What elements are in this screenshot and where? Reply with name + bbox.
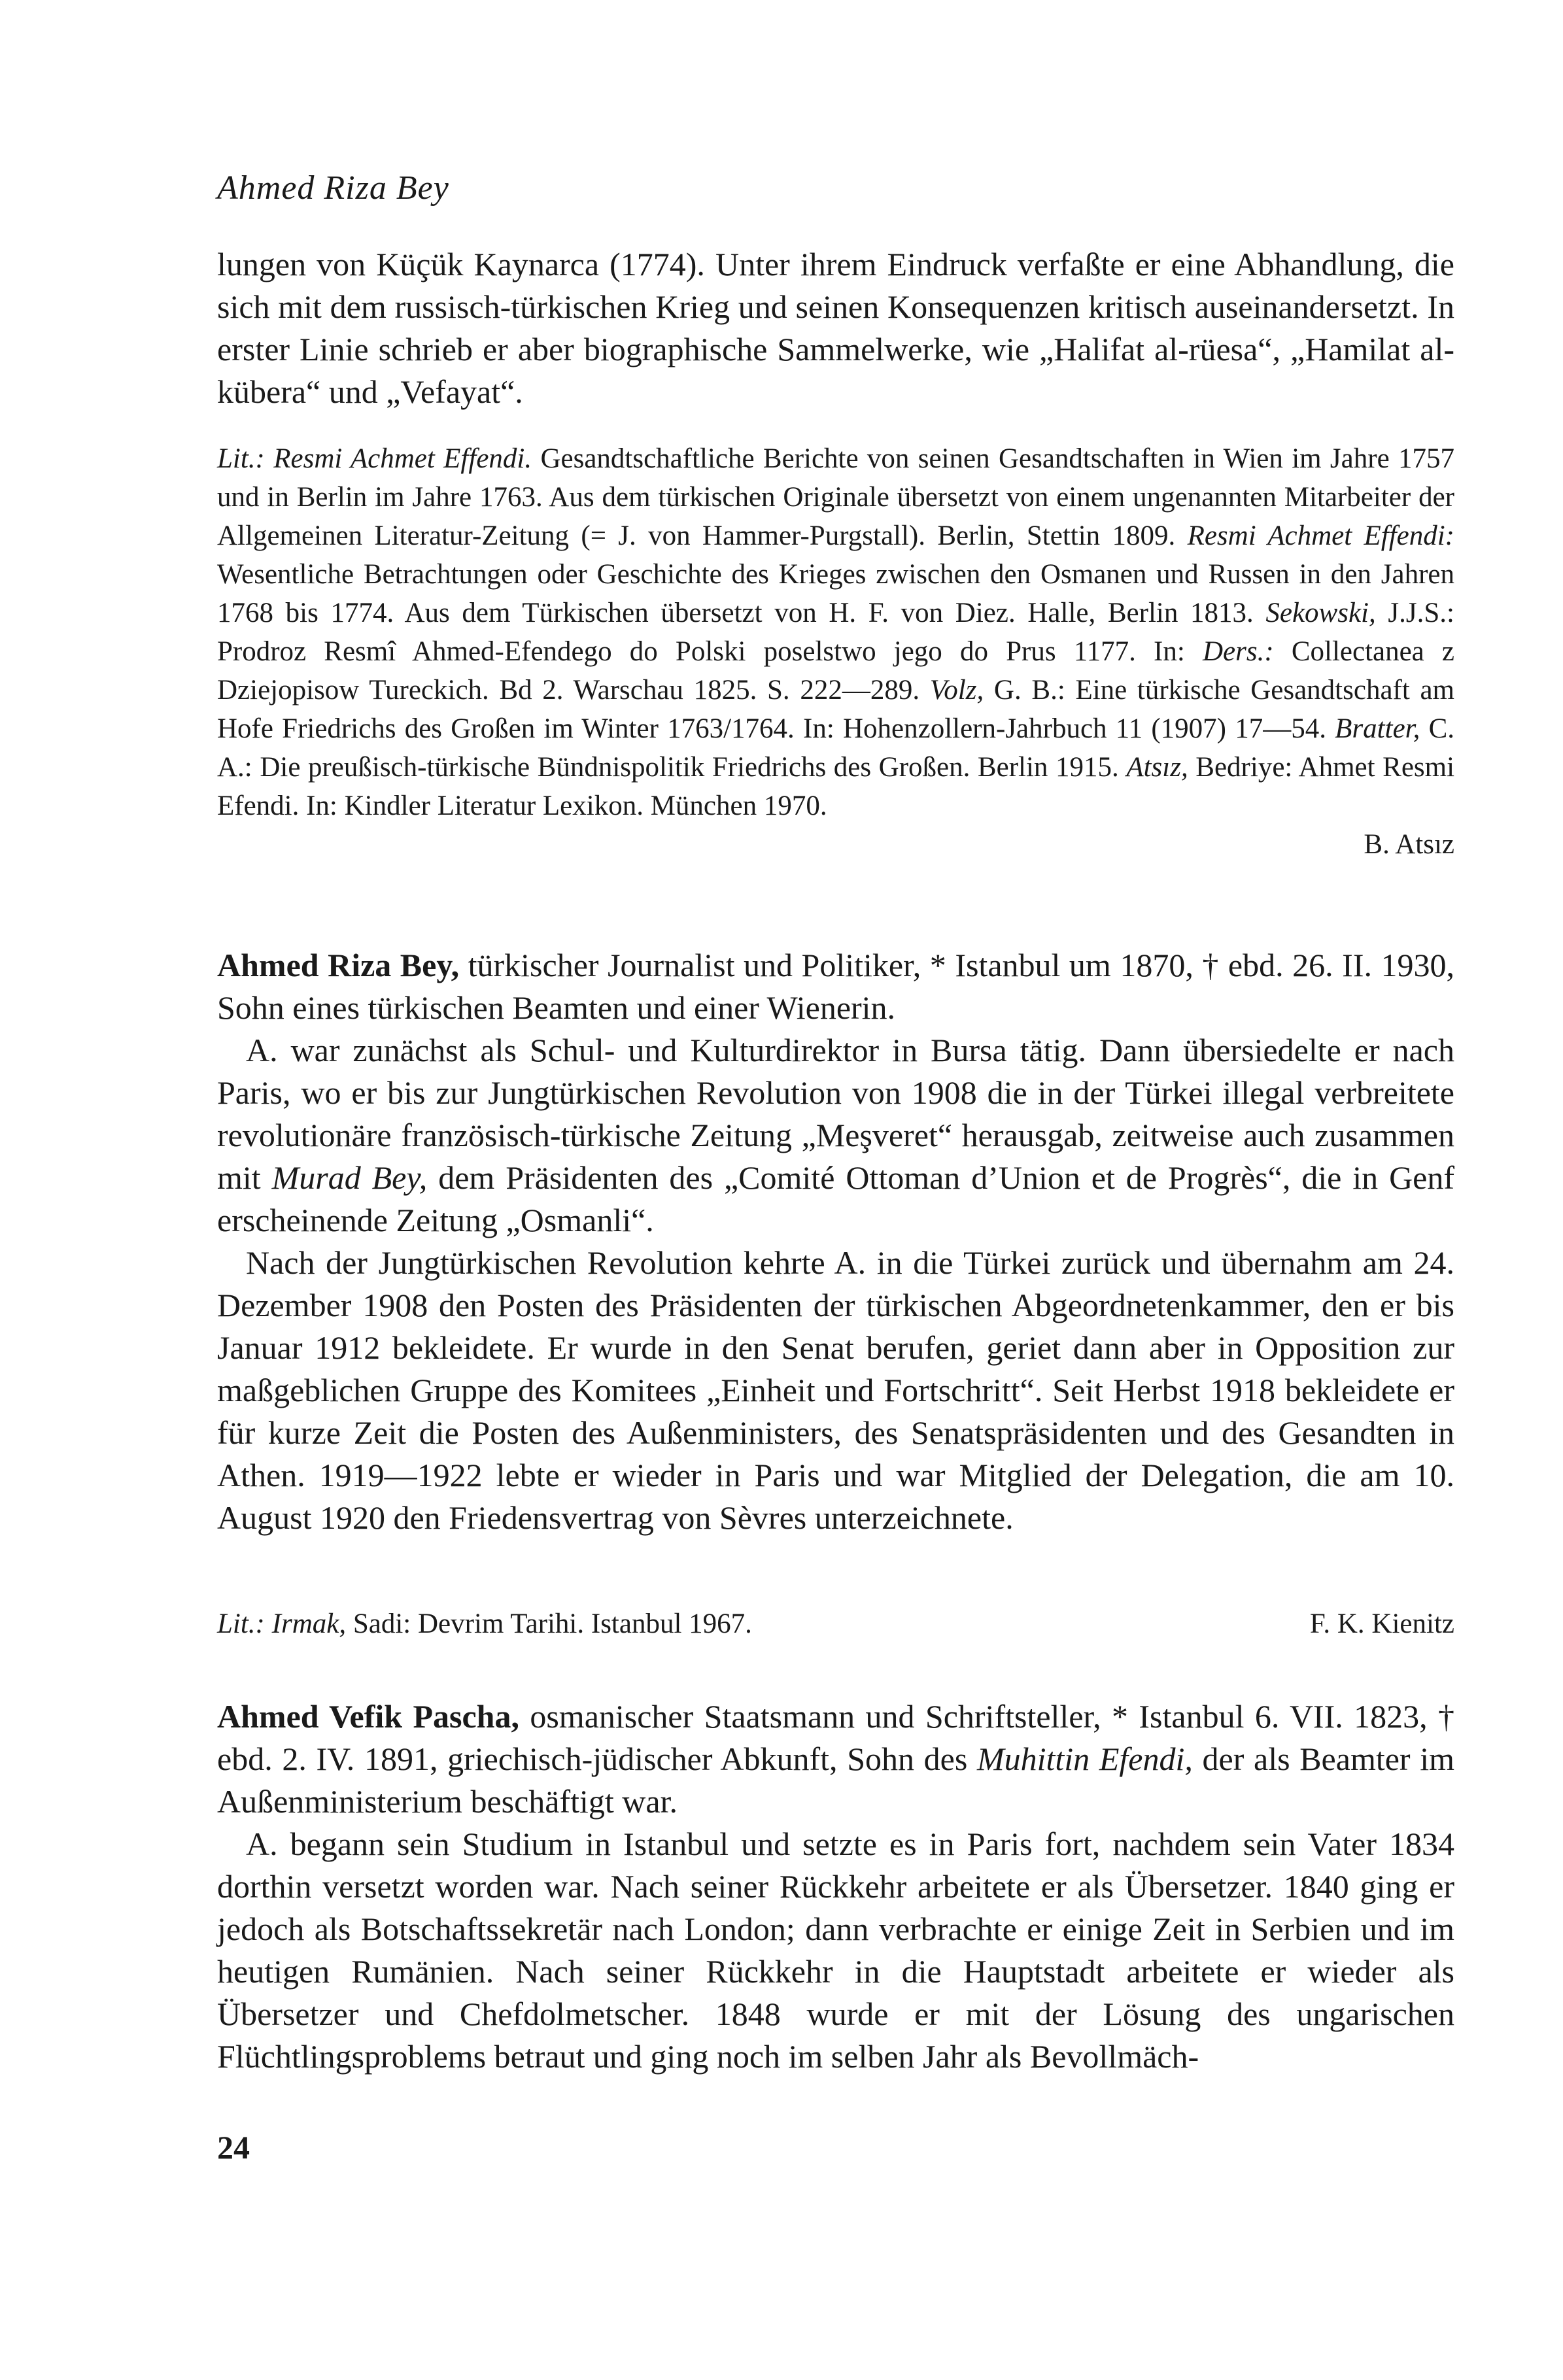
page-number: 24 bbox=[217, 2129, 250, 2166]
lit-author: Sekowski, bbox=[1265, 598, 1376, 628]
entry-headword: Ahmed Vefik Pascha, bbox=[217, 1698, 519, 1735]
entry-intro: osmanischer Staatsmann und Schriftsteller, * Istanbul 6. VII. 1823, † ebd. 2. IV. 1891, griechisch-jüdischer Abkunft, Sohn des bbox=[217, 1698, 1454, 1777]
literature-block-riza bbox=[217, 1605, 1454, 1643]
author-signature: B. Atsız bbox=[1364, 829, 1454, 860]
lit-text: J.J.S.: Prodroz Resmî Ahmed-Efendego do Polski poselstwo jego do Prus 1177. In: bbox=[217, 598, 1454, 667]
lit-author: Ders.: bbox=[1202, 636, 1274, 667]
lit-author: Resmi Achmet Effendi. bbox=[273, 443, 532, 474]
lit-text: G. B.: Eine türkische Gesandtschaft am Hofe Friedrichs des Großen im Winter 1763/1764. In: Hohenzollern-Jahrbuch 11 (1907) 17—54. bbox=[217, 675, 1455, 744]
lit-text: Bedriye: Ahmet Resmi Efendi. In: Kindler Literatur Lexikon. München 1970. bbox=[217, 752, 1455, 821]
entry-ahmed-riza-bey bbox=[217, 944, 1454, 1539]
entry-ahmed-vefik-pascha bbox=[217, 1695, 1454, 2078]
paragraph-text: A. begann sein Studium in Istanbul und setzte es in Paris fort, nachdem sein Vater 1834 dorthin versetzt worden war. Nach seiner Rückkehr arbeitete er als Übersetzer. 1840 ging er jedoch als Botschaftssekretär nach London; dann verbrachte er einige Zeit in Serbien und im heutigen Rumänien. Nach seiner Rückkehr in die Hauptstadt arbeitete er wieder als Übersetzer und Chefdolmetscher. 1848 wurde er mit der Lösung des ungarischen Flüchtlingsproblems betraut und ging noch im selben Jahr als Bevollmäch- bbox=[217, 1826, 1454, 2075]
lit-author: Atsız, bbox=[1126, 752, 1188, 783]
running-head: Ahmed Riza Bey bbox=[217, 169, 449, 207]
person-name: Muhittin Efendi, bbox=[976, 1741, 1193, 1777]
continuation-paragraph bbox=[217, 243, 1454, 413]
literature-block-resmi bbox=[217, 439, 1454, 864]
paragraph-text: A. war zunächst als Schul- und Kulturdirektor in Bursa tätig. Dann übersiedelte er nach Paris, wo er bis zur Jungtürkischen Revolution von 1908 die in der Türkei illegal verbreitete revolutionäre französisch-türkische Zeitung „Meşveret“ herausgab, zeitweise auch zusammen mit bbox=[217, 1032, 1454, 1196]
lit-text: Gesandtschaftliche Berichte von seinen Gesandtschaften in Wien im Jahre 1757 und in Berlin im Jahre 1763. Aus dem türkischen Originale übersetzt von einem ungenannten Mitarbeiter der Allgemeinen Literatur-Zeitung (= J. von Hammer-Purgstall). Berlin, Stettin 1809. bbox=[217, 443, 1455, 551]
paragraph-text: Nach der Jungtürkischen Revolution kehrte A. in die Türkei zurück und übernahm am 24. Dezember 1908 den Posten des Präsidenten der türkischen Abgeordnetenkammer, den er bis Januar 1912 bekleidete. Er wurde in den Senat berufen, geriet dann aber in Opposition zur maßgeblichen Gruppe des Komitees „Einheit und Fortschritt“. Seit Herbst 1918 bekleidete er für kurze Zeit die Posten des Außenministers, des Senatspräsidenten und des Gesandten in Athen. 1919—1922 lebte er wieder in Paris und war Mitglied der Delegation, die am 10. August 1920 den Friedensvertrag von Sèvres unterzeichnete. bbox=[217, 1244, 1454, 1536]
lit-author: Resmi Achmet Effendi: bbox=[1187, 520, 1454, 551]
entry-intro: türkischer Journalist und Politiker, * Istanbul um 1870, † ebd. 26. II. 1930, Sohn eines türkischen Beamten und einer Wienerin. bbox=[217, 947, 1454, 1026]
lit-author: Irmak, bbox=[271, 1608, 347, 1639]
paragraph-text: dem Präsidenten des „Comité Ottoman d’Union et de Progrès“, die in Genf erscheinende Zeitung „Osmanli“. bbox=[217, 1159, 1455, 1238]
lit-text: C. A.: Die preußisch-türkische Bündnispolitik Friedrichs des Großen. Berlin 1915. bbox=[217, 713, 1455, 783]
lit-label: Lit.: bbox=[217, 1608, 265, 1639]
entry-headword: Ahmed Riza Bey, bbox=[217, 947, 460, 983]
lit-label: Lit.: bbox=[217, 443, 265, 474]
person-name: Murad Bey, bbox=[271, 1159, 428, 1196]
continuation-text: lungen von Küçük Kaynarca (1774). Unter ihrem Eindruck verfaßte er eine Abhandlung, die sich mit dem russisch-türkischen Krieg und seinen Konsequenzen kritisch auseinandersetzt. In erster Linie schrieb er aber biographische Sammelwerke, wie „Halifat al-rüesa“, „Hamilat al-kübera“ und „Vefayat“. bbox=[217, 246, 1454, 410]
entry-intro: der als Beamter im Außenministerium beschäftigt war. bbox=[217, 1741, 1454, 1820]
author-signature: F. K. Kienitz bbox=[1309, 1608, 1454, 1639]
lit-text: Collectanea z Dziejopisow Tureckich. Bd 2. Warschau 1825. S. 222—289. bbox=[217, 636, 1454, 706]
lit-author: Bratter, bbox=[1335, 713, 1420, 744]
lit-text: Sadi: Devrim Tarihi. Istanbul 1967. bbox=[352, 1608, 752, 1639]
lit-author: Volz, bbox=[929, 675, 984, 706]
lit-text: Wesentliche Betrachtungen oder Geschichte des Krieges zwischen den Osmanen und Russen in den Jahren 1768 bis 1774. Aus dem Türkischen übersetzt von H. F. von Diez. Halle, Berlin 1813. bbox=[217, 559, 1454, 628]
